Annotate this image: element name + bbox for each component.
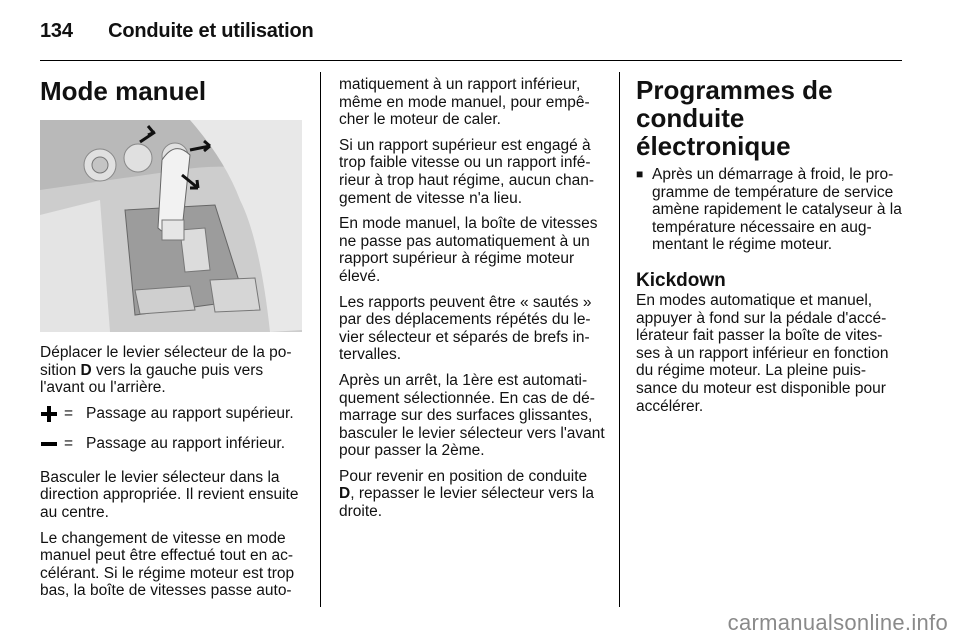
gear-selector-illustration <box>40 120 302 332</box>
paragraph-retour: Pour revenir en position de conduite D, repasser le levier sélecteur vers la droite. <box>339 467 594 521</box>
paragraph-instructions: Déplacer le levier sélecteur de la po-sition D vers la gauche puis vers l'avant ou l'arrière. <box>40 344 292 397</box>
paragraph-rapport: Si un rapport supérieur est engagé à trop faible vitesse ou un rapport infé-rieur à trop haut régime, aucun chan-gement de vitesse n'a lieu. <box>339 136 595 207</box>
page-header <box>40 20 314 43</box>
column-3 <box>636 76 902 423</box>
page-number: 134 <box>40 20 73 42</box>
column-2 <box>339 76 605 529</box>
column-1 <box>40 76 302 608</box>
paragraph-kickdown: En modes automatique et manuel, appuyer à fond sur la pédale d'accé-lérateur fait passer la boîte de vites-ses à un rapport inférieur en fonction du régime moteur. La pleine puis-sance du moteur est disponible pour accélérer. <box>636 291 889 415</box>
paragraph-mode-manuel: En mode manuel, la boîte de vitesses ne passe pas automatiquement à un rapport supérieur à régime moteur élevé. <box>339 215 598 285</box>
header-rule <box>40 60 902 61</box>
paragraph-basculer: Basculer le levier sélecteur dans la direction appropriée. Il revient ensuite au centre. <box>40 468 299 521</box>
plus-legend: = Passage au rapport supérieur. <box>40 405 302 423</box>
plus-icon <box>40 405 58 423</box>
minus-icon <box>40 435 58 453</box>
heading-kickdown: Kickdown <box>636 269 726 291</box>
plus-description: Passage au rapport supérieur. <box>86 404 294 422</box>
watermark: carmanualsonline.info <box>727 610 948 635</box>
paragraph-sautes: Les rapports peuvent être « sautés » par des déplacements répétés du le-vier sélecteur et séparés de brefs in-tervalles. <box>339 293 592 364</box>
column-divider-1 <box>320 72 321 607</box>
bullet-text: Après un démarrage à froid, le pro-gramme de température de service amène rapidement le catalyseur à la température nécessaire en aug-mentant le régime moteur. <box>652 166 902 254</box>
minus-description: Passage au rapport inférieur. <box>86 434 286 452</box>
paragraph-arret: Après un arrêt, la 1ère est automati-quement sélectionnée. En cas de dé-marrage sur des surfaces glissantes, basculer le levier sélecteur vers l'avant pour passer la 2ème. <box>339 371 605 460</box>
bullet-item <box>636 166 902 254</box>
section-title: Conduite et utilisation <box>108 20 314 42</box>
heading-mode-manuel: Mode manuel <box>40 76 207 106</box>
minus-legend: = Passage au rapport inférieur. <box>40 435 302 453</box>
paragraph-changement: Le changement de vitesse en mode manuel peut être effectué tout en ac-célérant. Si le régime moteur est trop bas, la boîte de vitesses passe auto- <box>40 529 295 600</box>
gear-selector-drawing <box>40 120 302 332</box>
bullet-square-icon: ■ <box>636 167 644 181</box>
paragraph-continuation: matiquement à un rapport inférieur, même en mode manuel, pour empê-cher le moteur de caler. <box>339 76 590 129</box>
column-divider-2 <box>619 72 620 607</box>
heading-programmes: Programmes de conduite électronique <box>636 75 833 161</box>
